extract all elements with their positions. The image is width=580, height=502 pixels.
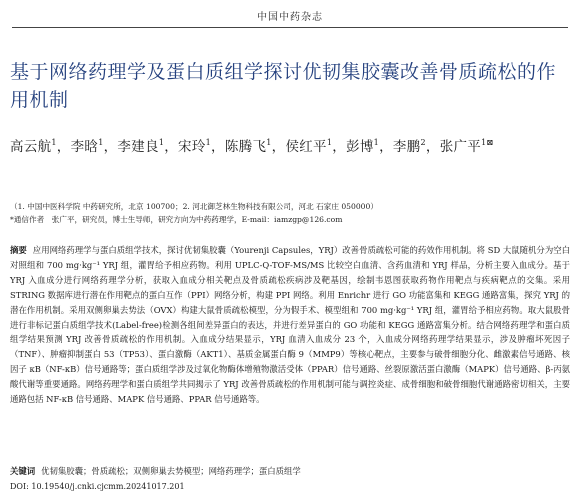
author-affiliation-mark: 1 [158, 138, 165, 147]
author-name: 高云航 [10, 139, 52, 155]
author-name: 陈腾飞 [224, 139, 267, 155]
author [225, 139, 272, 155]
author-name: 李建良 [117, 139, 159, 155]
author-name: 张广平 [439, 139, 482, 155]
author [393, 139, 426, 155]
author-affiliation-mark: 2 [420, 138, 426, 147]
author-separator: ， [56, 139, 71, 155]
author-affiliation-mark: 1 [98, 138, 104, 147]
author [10, 139, 57, 155]
author-separator: ， [211, 139, 225, 155]
author [346, 139, 379, 155]
abstract-label: 摘要 [10, 245, 27, 255]
article-title: 基于网络药理学及蛋白质组学探讨优韧集胶囊改善骨质疏松的作用机制 [10, 61, 557, 111]
author-name: 李鹏 [392, 139, 421, 155]
author-name: 侯红平 [285, 139, 327, 155]
abstract-text: 应用网络药理学与蛋白质组学技术，探讨优韧集胶囊（Yourenji Capsules，YRJ）改善骨质疏松可能的药效作用机制。将 SD 大鼠随机分为空白对照组和 700 mg·kg⁻¹ YRJ 组，灌胃给予相应药物。利用 UPLC-Q-TOF-MS/MS 比较空白血清、含药血清和 YRJ 样品，分析主要入血成分。基于 YRJ 入血成分进行网络药理学分析，获取入血成分相关靶点及骨质疏松疾病涉及靶基因，绘制韦恩图获取药物作用靶点与疾病靶点的交集。采用 STRING 数据库进行潜在作用靶点的蛋白互作（PPI）网络分析，构建 PPI 网络。利用 Enrichr 进行 GO 功能富集和 KEGG 通路富集，探究 YRJ 的潜在作用机制。采用双侧卵巢去势法（OVX）构建大鼠骨质疏松模型，分为假手术、模型组和 700 mg·kg⁻¹ YRJ 组，灌胃给予相应药物。取大鼠股骨进行非标记蛋白质组学技术(Label-free)检测各组间差异蛋白的表达，并进行差异蛋白的 GO 功能和 KEGG 通路富集分析。结合网络药理学和蛋白质组学结果预测 YRJ 改善骨质疏松的作用机制。入血成分结果显示，YRJ 血清入血成分 23 个，入血成分网络药理学结果显示，涉及肿瘤坏死因子（TNF）、肿瘤抑制蛋白 53（TP53）、蛋白激酶（AKT1）、基质金属蛋白酶 9（MMP9）等核心靶点，主要参与破骨细胞分化、雌激素信号通路、核因子 κB（NF-κB）信号通路等；蛋白质组学涉及过氧化物酶体增殖物激活受体（PPAR）信号通路、丝裂原激活蛋白激酶（MAPK）信号通路、β-丙氨酸代谢等重要通路。网络药理学和蛋白质组学共同揭示了 YRJ 改善骨质疏松的作用机制可能与调控炎症、成骨细胞和破骨细胞代谢通路密切相关，主要通路包括 NF-κB 信号通路、MAPK 信号通路、PPAR 信号通路等。 [10, 245, 570, 405]
abstract [10, 243, 570, 407]
author [178, 139, 211, 155]
author-separator: ， [379, 139, 393, 155]
author-name: 宋玲 [178, 139, 206, 155]
author-separator: ， [332, 139, 347, 155]
author [440, 139, 494, 155]
keywords-label: 关键词 [10, 466, 36, 476]
author-separator: ， [103, 139, 118, 155]
author-affiliation-mark: 1 [266, 138, 272, 147]
correspondence-note: *通信作者 张广平，研究员，博士生导师，研究方向为中药药理学，E-mail：iamzgp@126.com [10, 215, 343, 224]
affiliations: （1. 中国中医科学院 中药研究所，北京 100700；2. 河北御芝林生物科技有限公司，河北 石家庄 050000） [10, 202, 378, 211]
author-separator: ， [425, 139, 440, 155]
keywords [10, 465, 570, 478]
author-affiliation-mark: 1 [205, 138, 212, 147]
author-affiliation-mark: 1⊠ [481, 138, 494, 147]
affiliation-block [10, 200, 570, 226]
author [285, 139, 332, 155]
author-separator: ， [164, 139, 179, 155]
author-affiliation-mark: 1 [373, 138, 380, 147]
journal-running-header: 中国中药杂志 [257, 12, 323, 23]
author [71, 139, 104, 155]
author-affiliation-mark: 1 [326, 138, 333, 147]
author-list [10, 130, 570, 160]
author-separator: ， [271, 139, 286, 155]
author-affiliation-mark: 1 [51, 138, 57, 147]
author-name: 李晗 [70, 139, 99, 155]
doi: DOI: 10.19540/j.cnki.cjcmm.20241017.201 [10, 482, 185, 491]
keywords-text: 优韧集胶囊；骨质疏松；双侧卵巢去势模型；网络药理学；蛋白质组学 [41, 466, 301, 476]
author-name: 彭博 [346, 139, 374, 155]
header-divider [12, 27, 568, 28]
author [117, 139, 164, 155]
